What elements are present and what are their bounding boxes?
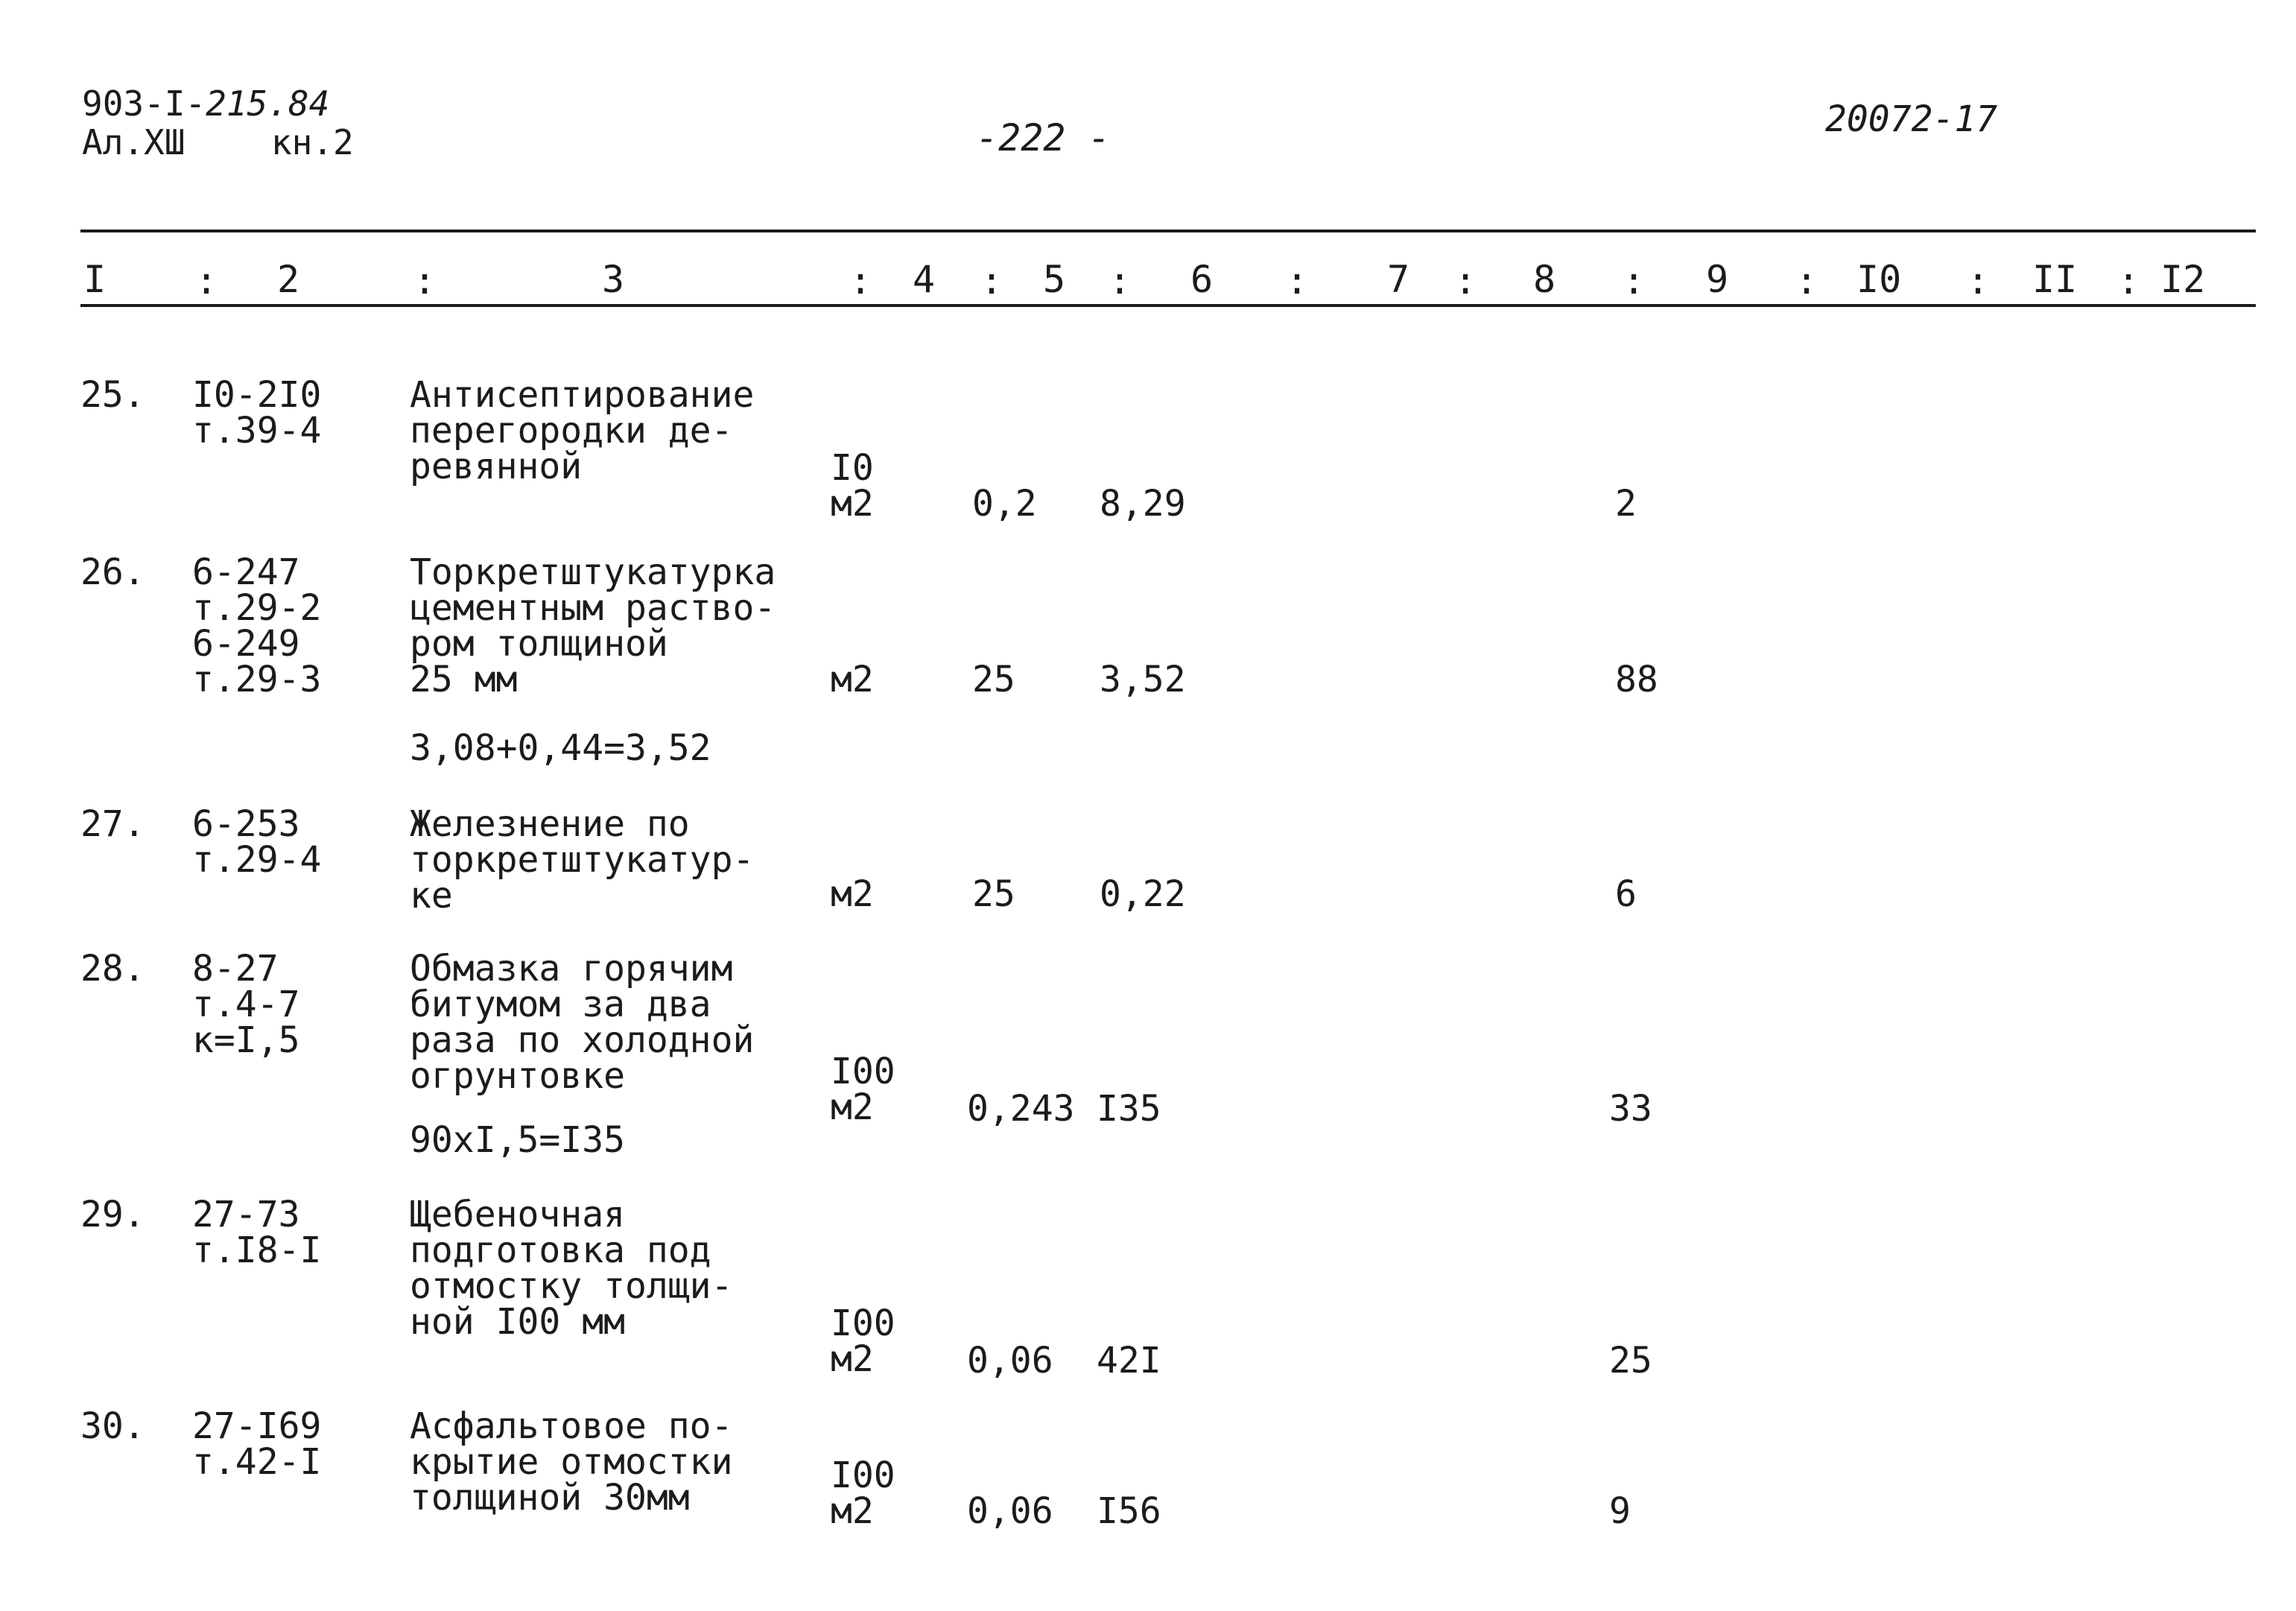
rate-code: 8-27 т.4-7 к=I,5 [192,948,300,1061]
column-header-8: 8 [1533,258,1556,301]
book-label: кн.2 [270,122,354,162]
column-separator: : [1967,259,1990,303]
work-description: Щебеночная подготовка под отмостку толщи- ной I00 мм [410,1194,733,1343]
column-separator: : [1454,259,1477,303]
work-description: Антисептирование перегородки де- ревянной [410,374,755,487]
quantity: 25 [972,659,1015,700]
column-separator: : [2117,259,2140,303]
column-header-1: I [83,258,107,301]
quantity: 25 [972,873,1015,915]
column-header-5: 5 [1043,258,1066,301]
quantity: 0,06 [967,1490,1053,1532]
sheet-code: 20072-17 [1825,98,1998,140]
rate-code: 27-I69 т.42-I [192,1405,322,1483]
row-number: 30. [80,1405,145,1447]
unit-of-measure: I0 м2 [831,447,874,525]
unit-of-measure: м2 [831,873,874,915]
total-cost: 9 [1609,1490,1631,1532]
row-number: 26. [80,551,145,593]
column-header-10: I0 [1856,258,1902,301]
total-cost: 2 [1615,483,1637,525]
calculation-note: 90хI,5=I35 [410,1119,625,1161]
column-header-4: 4 [913,258,936,301]
column-separator: : [849,259,872,303]
work-description: Железнение по торкретштукатур- ке [410,803,755,917]
quantity: 0,06 [967,1340,1053,1381]
unit-price: 3,52 [1100,659,1186,700]
unit-price: 42I [1097,1340,1161,1381]
column-separator: : [1623,259,1646,303]
album-reference [82,122,354,162]
column-header-3: 3 [602,258,625,301]
calculation-note: 3,08+0,44=3,52 [410,727,711,769]
unit-of-measure: I00 м2 [831,1303,895,1380]
column-separator: : [1795,259,1818,303]
column-separator: : [1286,259,1309,303]
rate-code: 6-247 т.29-2 6-249 т.29-3 [192,551,322,700]
unit-price: I56 [1097,1490,1161,1532]
table-top-rule [80,230,2256,232]
document-code-handwritten: 215.84 [206,83,330,124]
row-number: 29. [80,1194,145,1235]
row-number: 27. [80,803,145,845]
work-description: Асфальтовое по- крытие отмостки толщиной 30мм [410,1405,733,1519]
unit-of-measure: м2 [831,659,874,700]
unit-of-measure: I00 м2 [831,1455,895,1532]
total-cost: 25 [1609,1340,1652,1381]
column-separator: : [980,259,1003,303]
rate-code: 6-253 т.29-4 [192,803,322,881]
total-cost: 88 [1615,659,1658,700]
table-header-rule [80,304,2256,307]
column-header-11: II [2032,258,2078,301]
total-cost: 33 [1609,1088,1652,1130]
column-header-6: 6 [1190,258,1214,301]
column-header-12: I2 [2160,258,2206,301]
unit-price: 8,29 [1100,483,1186,525]
column-header-9: 9 [1706,258,1729,301]
unit-price: 0,22 [1100,873,1186,915]
unit-price: I35 [1097,1088,1161,1130]
album-label: Ал.XШ [82,122,185,162]
column-separator: : [1109,259,1132,303]
column-separator: : [413,259,437,303]
work-description: Обмазка горячим битумом за два раза по холодной огрунтовке [410,948,755,1097]
rate-code: I0-2I0 т.39-4 [192,374,322,452]
row-number: 28. [80,948,145,990]
row-number: 25. [80,374,145,416]
unit-of-measure: I00 м2 [831,1051,895,1128]
column-header-2: 2 [277,258,300,301]
document-code [82,83,330,124]
quantity: 0,2 [972,483,1037,525]
page-number: -222 - [976,116,1111,159]
column-header-7: 7 [1387,258,1410,301]
quantity: 0,243 [967,1088,1075,1130]
document-code-prefix: 903-I- [82,83,206,124]
column-separator: : [195,259,218,303]
total-cost: 6 [1615,873,1637,915]
rate-code: 27-73 т.I8-I [192,1194,322,1271]
work-description: Торкретштукатурка цементным раство- ром толщиной 25 мм [410,551,776,700]
